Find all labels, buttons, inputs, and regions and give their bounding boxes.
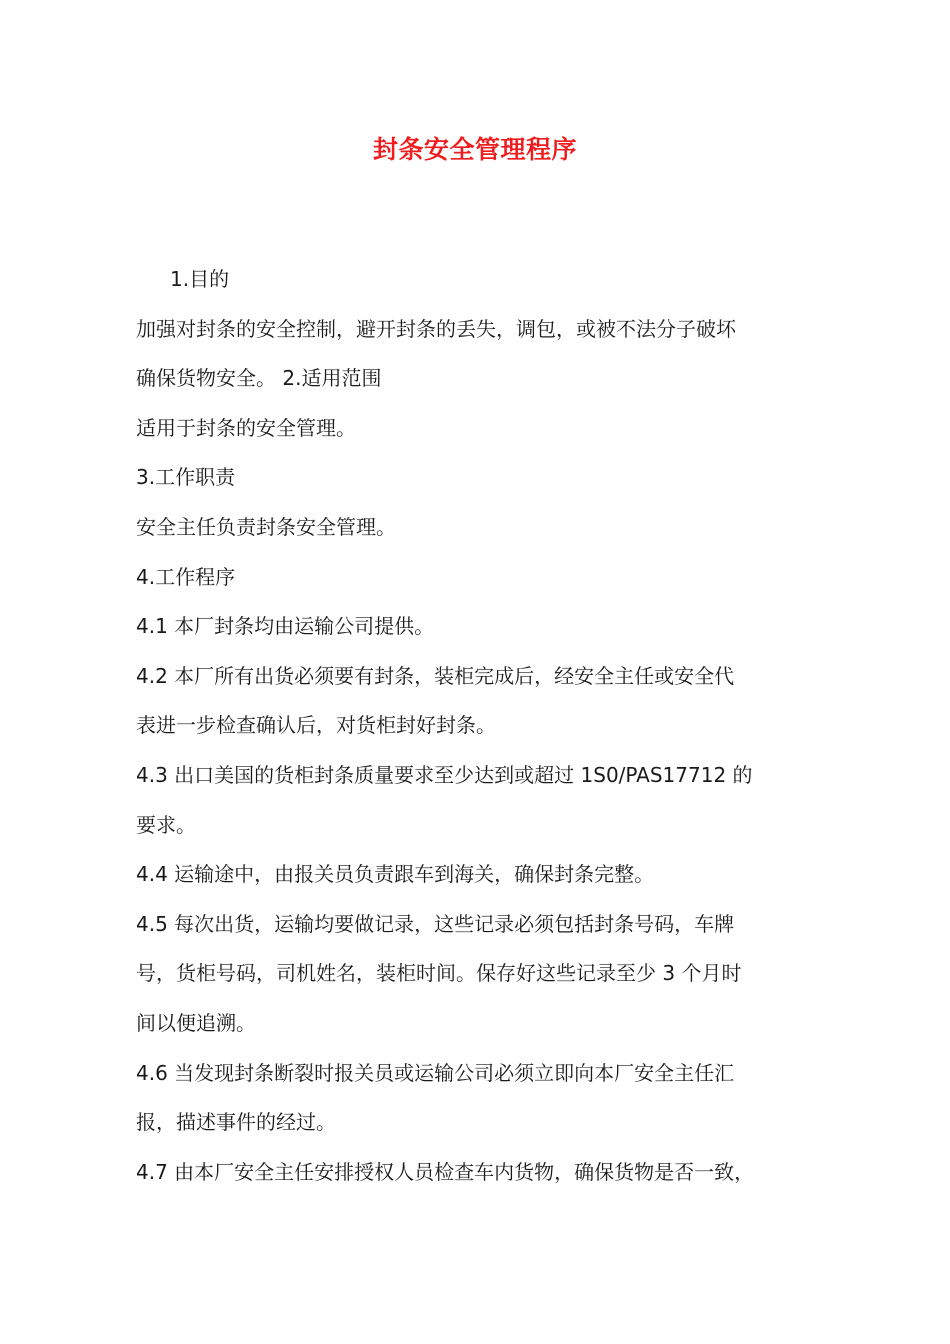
paragraph-line: 4.3 出口美国的货柜封条质量要求至少达到或超过 1S0/PAS17712 的 xyxy=(136,762,753,787)
paragraph-line: 确保货物安全。 2.适用范围 xyxy=(136,366,382,391)
paragraph-line: 间以便追溯。 xyxy=(136,1010,256,1035)
paragraph-line: 适用于封条的安全管理。 xyxy=(136,415,356,440)
paragraph-line: 号，货柜号码，司机姓名，装柜时间。保存好这些记录至少 3 个月时 xyxy=(136,961,742,986)
paragraph-line: 4.2 本厂所有出货必须要有封条，装柜完成后，经安全主任或安全代 xyxy=(136,663,735,688)
section-heading-procedure: 4.工作程序 xyxy=(136,564,236,589)
paragraph-line: 要求。 xyxy=(136,812,196,837)
paragraph-line: 报，描述事件的经过。 xyxy=(136,1110,336,1135)
document-body xyxy=(136,255,826,1197)
paragraph-line: 4.4 运输途中，由报关员负责跟车到海关，确保封条完整。 xyxy=(136,862,655,887)
document-title: 封条安全管理程序 xyxy=(372,135,577,164)
paragraph-line: 4.1 本厂封条均由运输公司提供。 xyxy=(136,614,435,639)
section-heading-purpose: 1.目的 xyxy=(170,267,230,291)
paragraph-line: 4.7 由本厂安全主任安排授权人员检查车内货物，确保货物是否一致， xyxy=(136,1159,755,1184)
section-heading-duties: 3.工作职责 xyxy=(136,465,236,490)
paragraph-line: 4.5 每次出货，运输均要做记录，这些记录必须包括封条号码，车牌 xyxy=(136,911,735,936)
paragraph-line: 表进一步检查确认后，对货柜封好封条。 xyxy=(136,713,496,738)
paragraph-line: 4.6 当发现封条断裂时报关员或运输公司必须立即向本厂安全主任汇 xyxy=(136,1060,735,1085)
paragraph-line: 安全主任负责封条安全管理。 xyxy=(136,514,396,539)
paragraph-line: 加强对封条的安全控制，避开封条的丢失，调包，或被不法分子破坏 xyxy=(136,316,736,341)
